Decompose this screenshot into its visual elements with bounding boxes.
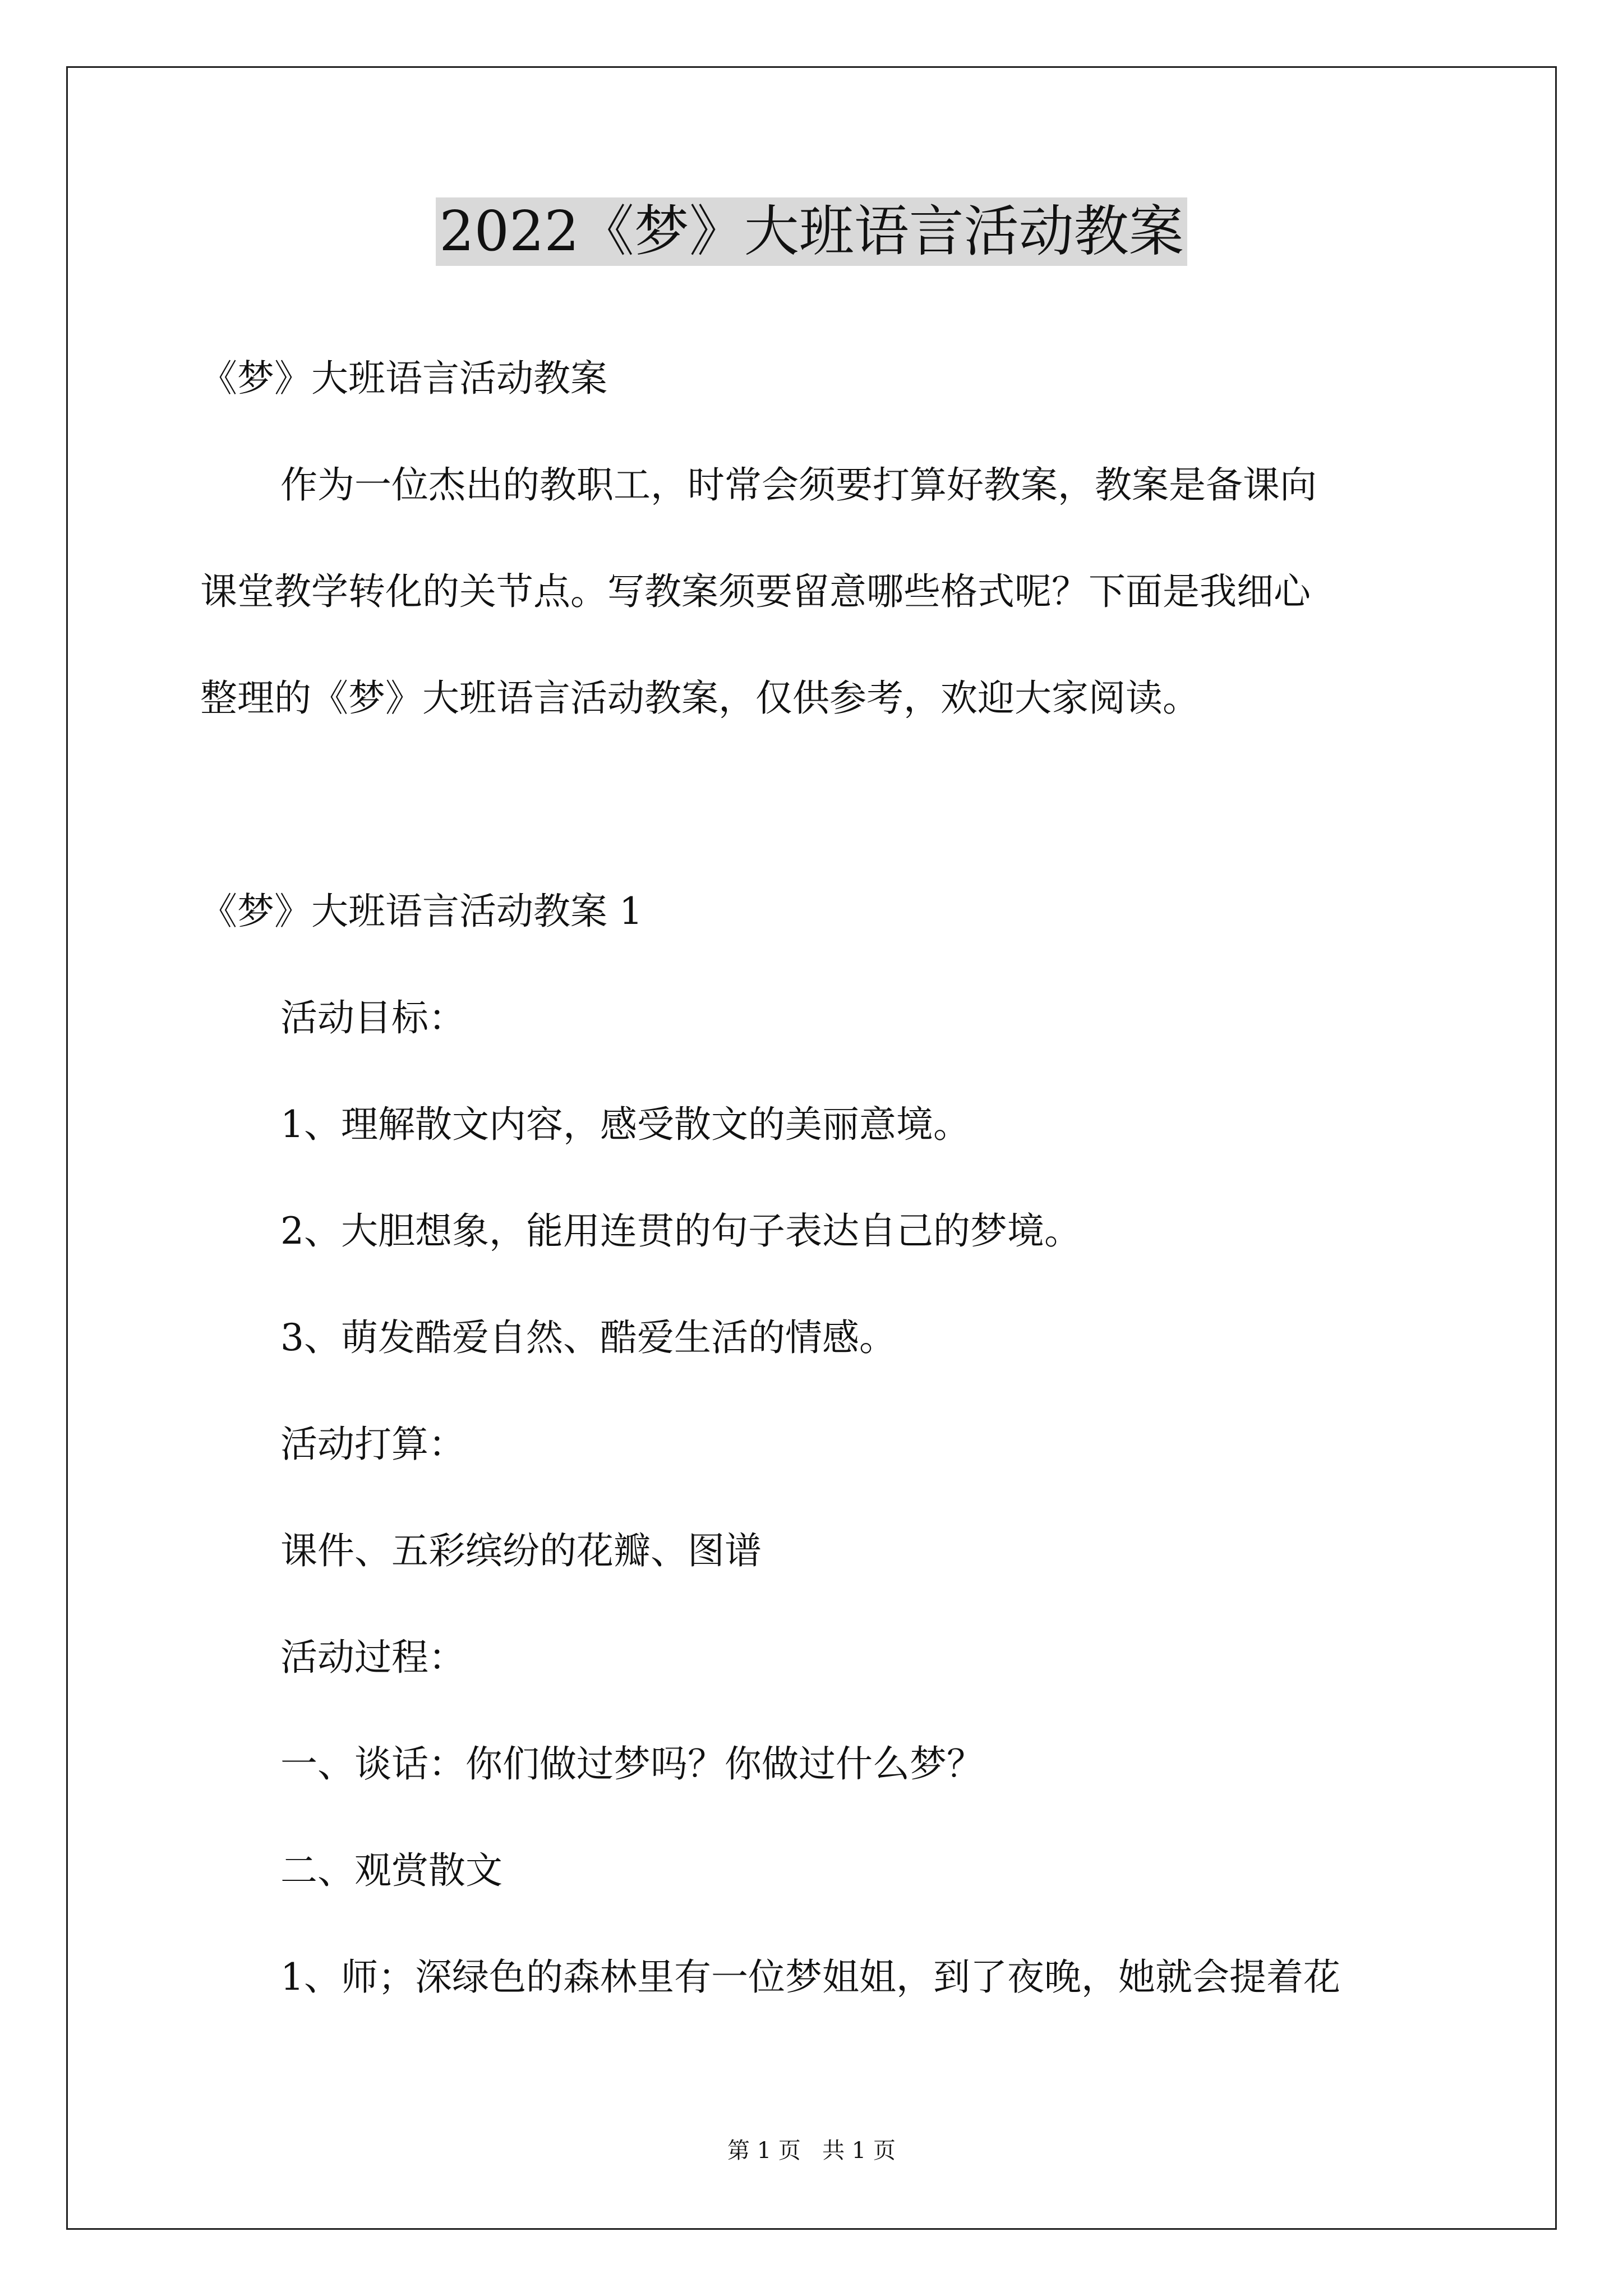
document-title-text: 2022《梦》大班语言活动教案 bbox=[436, 197, 1187, 266]
section-heading: 《梦》大班语言活动教案 1 bbox=[200, 890, 643, 933]
intro-line-3: 整理的《梦》大班语言活动教案，仅供参考，欢迎大家阅读。 bbox=[200, 677, 1200, 720]
body-line-10: 1、师；深绿色的森林里有一位梦姐姐，到了夜晚，她就会提着花 bbox=[280, 1955, 1340, 1999]
body-line-5: 活动打算： bbox=[280, 1423, 465, 1466]
body-line-9: 二、观赏散文 bbox=[280, 1849, 502, 1892]
body-line-7: 活动过程： bbox=[280, 1636, 465, 1679]
body-line-2: 1、理解散文内容，感受散文的美丽意境。 bbox=[280, 1103, 970, 1146]
body-line-3: 2、大胆想象，能用连贯的句子表达自己的梦境。 bbox=[280, 1209, 1081, 1253]
body-line-8: 一、谈话：你们做过梦吗？你做过什么梦？ bbox=[280, 1742, 984, 1786]
document-subtitle: 《梦》大班语言活动教案 bbox=[200, 357, 607, 400]
intro-line-1: 作为一位杰出的教职工，时常会须要打算好教案，教案是备课向 bbox=[280, 463, 1317, 507]
body-line-4: 3、萌发酷爱自然、酷爱生活的情感。 bbox=[280, 1316, 896, 1359]
body-line-6: 课件、五彩缤纷的花瓣、图谱 bbox=[280, 1529, 762, 1572]
body-line-1: 活动目标： bbox=[280, 996, 465, 1039]
page-footer: 第 1 页 共 1 页 bbox=[727, 2138, 896, 2164]
document-title bbox=[0, 199, 1623, 265]
intro-line-2: 课堂教学转化的关节点。写教案须要留意哪些格式呢？下面是我细心 bbox=[200, 570, 1311, 613]
